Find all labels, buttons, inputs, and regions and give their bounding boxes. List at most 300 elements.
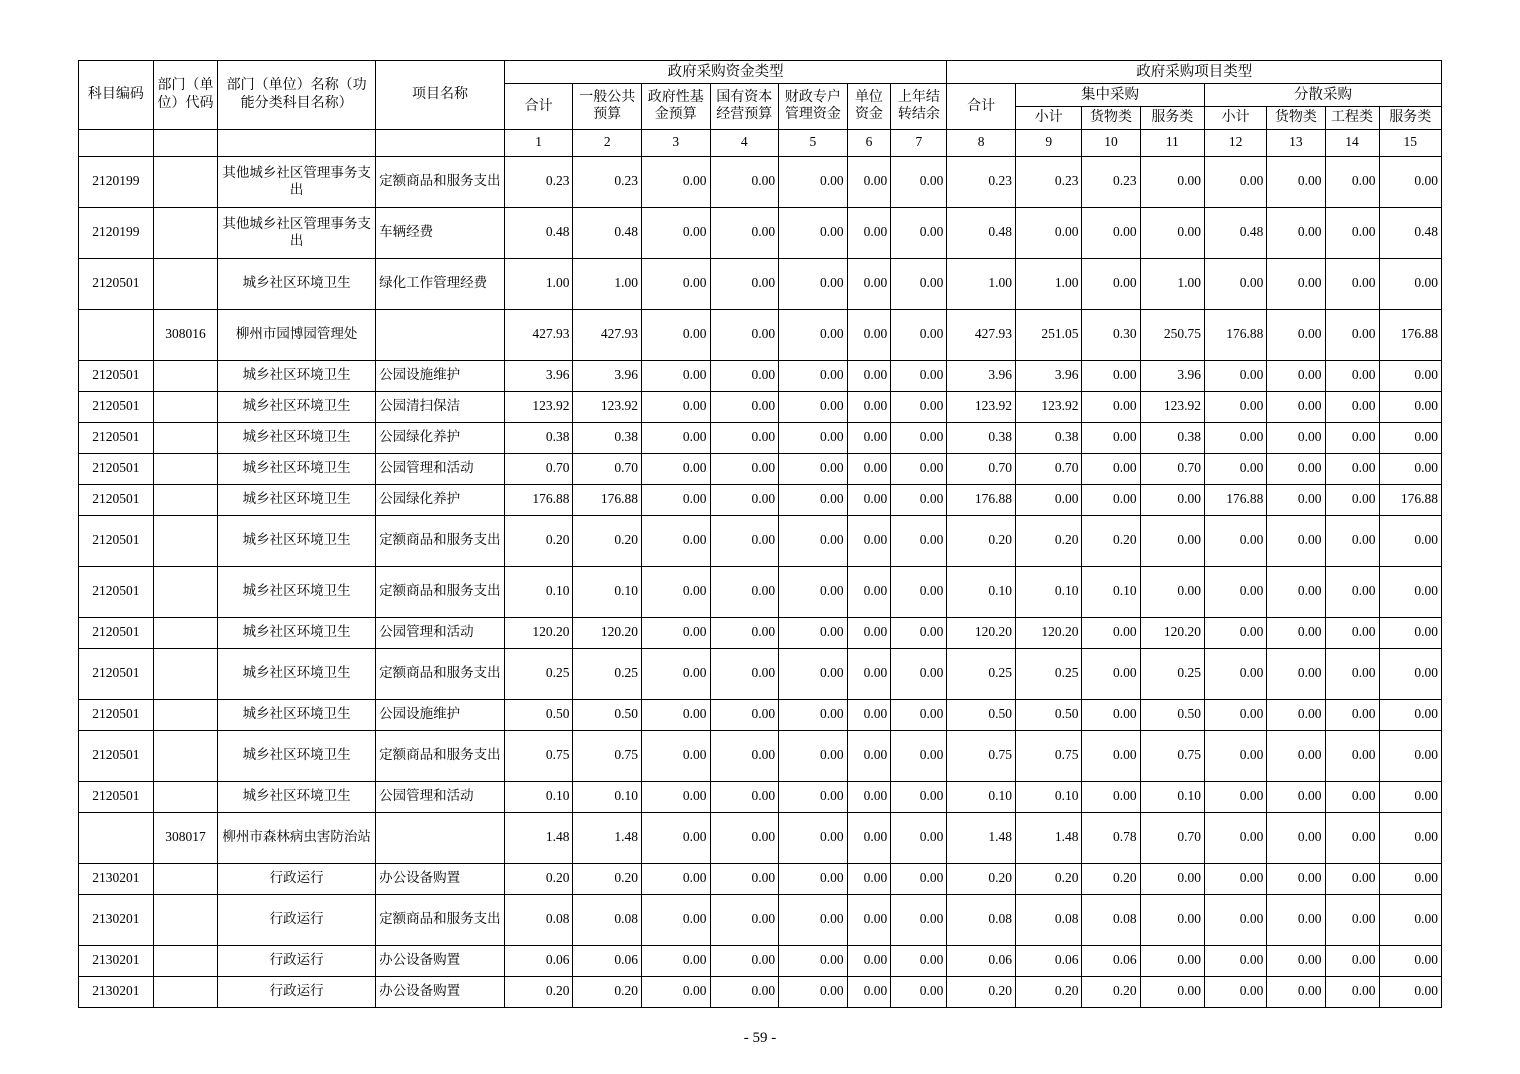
group-header-project-type: 政府采购项目类型 — [947, 61, 1442, 84]
cell-value-5: 0.00 — [779, 894, 848, 945]
cell-value-14: 0.00 — [1325, 156, 1379, 207]
cell-dept-code — [153, 156, 217, 207]
table-row — [79, 863, 1442, 894]
numrow-6: 6 — [847, 129, 891, 156]
cell-value-8: 0.08 — [947, 894, 1016, 945]
cell-value-1: 3.96 — [504, 360, 573, 391]
cell-value-11: 3.96 — [1140, 360, 1204, 391]
cell-subject-code: 2120501 — [79, 422, 154, 453]
header-row-numbers — [79, 129, 1442, 156]
cell-value-13: 0.00 — [1267, 391, 1325, 422]
col-header-carryover: 上年结转结余 — [891, 84, 947, 130]
cell-value-4: 0.00 — [710, 812, 779, 863]
cell-value-2: 0.08 — [573, 894, 642, 945]
cell-subject-code: 2120199 — [79, 207, 154, 258]
col-header-centralized-subtotal: 小计 — [1015, 107, 1081, 130]
cell-value-12: 0.00 — [1205, 894, 1267, 945]
cell-project-name: 办公设备购置 — [376, 863, 505, 894]
cell-project-name: 办公设备购置 — [376, 945, 505, 976]
cell-value-13: 0.00 — [1267, 894, 1325, 945]
cell-dept-name: 柳州市森林病虫害防治站 — [218, 812, 376, 863]
cell-value-2: 176.88 — [573, 484, 642, 515]
cell-value-5: 0.00 — [779, 945, 848, 976]
cell-value-11: 0.00 — [1140, 945, 1204, 976]
cell-project-name: 定额商品和服务支出 — [376, 156, 505, 207]
cell-value-8: 176.88 — [947, 484, 1016, 515]
cell-project-name: 公园绿化养护 — [376, 422, 505, 453]
cell-value-9: 120.20 — [1015, 617, 1081, 648]
cell-value-4: 0.00 — [710, 156, 779, 207]
numrow-12: 12 — [1205, 129, 1267, 156]
cell-value-1: 0.25 — [504, 648, 573, 699]
cell-value-7: 0.00 — [891, 207, 947, 258]
cell-project-name — [376, 812, 505, 863]
cell-value-12: 0.00 — [1205, 812, 1267, 863]
cell-value-11: 0.00 — [1140, 484, 1204, 515]
cell-value-4: 0.00 — [710, 781, 779, 812]
cell-value-2: 0.23 — [573, 156, 642, 207]
cell-dept-code — [153, 730, 217, 781]
cell-value-12: 0.00 — [1205, 453, 1267, 484]
cell-value-10: 0.10 — [1082, 566, 1140, 617]
cell-value-7: 0.00 — [891, 812, 947, 863]
table-header — [79, 61, 1442, 157]
cell-value-2: 427.93 — [573, 309, 642, 360]
cell-value-10: 0.00 — [1082, 781, 1140, 812]
cell-value-12: 0.48 — [1205, 207, 1267, 258]
cell-value-6: 0.00 — [847, 360, 891, 391]
table-row — [79, 156, 1442, 207]
cell-value-10: 0.00 — [1082, 617, 1140, 648]
cell-project-name: 公园绿化养护 — [376, 484, 505, 515]
cell-value-12: 0.00 — [1205, 699, 1267, 730]
cell-value-14: 0.00 — [1325, 617, 1379, 648]
cell-dept-name: 城乡社区环境卫生 — [218, 781, 376, 812]
cell-dept-code — [153, 360, 217, 391]
cell-value-15: 0.00 — [1379, 617, 1441, 648]
numrow-10: 10 — [1082, 129, 1140, 156]
col-header-decentralized-services: 服务类 — [1379, 107, 1441, 130]
cell-value-1: 176.88 — [504, 484, 573, 515]
cell-value-14: 0.00 — [1325, 515, 1379, 566]
cell-subject-code: 2120501 — [79, 360, 154, 391]
cell-value-3: 0.00 — [641, 453, 710, 484]
cell-value-14: 0.00 — [1325, 812, 1379, 863]
cell-value-13: 0.00 — [1267, 360, 1325, 391]
cell-project-name: 公园清扫保洁 — [376, 391, 505, 422]
cell-value-11: 250.75 — [1140, 309, 1204, 360]
cell-value-3: 0.00 — [641, 484, 710, 515]
cell-value-12: 0.00 — [1205, 617, 1267, 648]
cell-value-7: 0.00 — [891, 976, 947, 1007]
cell-value-5: 0.00 — [779, 976, 848, 1007]
cell-value-12: 176.88 — [1205, 484, 1267, 515]
table-row — [79, 945, 1442, 976]
cell-value-14: 0.00 — [1325, 863, 1379, 894]
table-row — [79, 648, 1442, 699]
table-row — [79, 391, 1442, 422]
cell-value-6: 0.00 — [847, 894, 891, 945]
cell-value-15: 176.88 — [1379, 309, 1441, 360]
cell-project-name: 车辆经费 — [376, 207, 505, 258]
cell-value-13: 0.00 — [1267, 863, 1325, 894]
table-row — [79, 976, 1442, 1007]
cell-value-4: 0.00 — [710, 976, 779, 1007]
cell-value-15: 176.88 — [1379, 484, 1441, 515]
cell-value-6: 0.00 — [847, 515, 891, 566]
cell-value-1: 120.20 — [504, 617, 573, 648]
col-header-general-public-budget: 一般公共预算 — [573, 84, 642, 130]
cell-value-10: 0.00 — [1082, 391, 1140, 422]
cell-value-3: 0.00 — [641, 566, 710, 617]
cell-value-13: 0.00 — [1267, 566, 1325, 617]
cell-dept-name: 柳州市园博园管理处 — [218, 309, 376, 360]
cell-project-name: 定额商品和服务支出 — [376, 566, 505, 617]
cell-value-2: 0.25 — [573, 648, 642, 699]
cell-value-8: 0.70 — [947, 453, 1016, 484]
cell-dept-code — [153, 484, 217, 515]
cell-value-11: 123.92 — [1140, 391, 1204, 422]
cell-value-4: 0.00 — [710, 391, 779, 422]
cell-value-10: 0.00 — [1082, 207, 1140, 258]
cell-dept-code — [153, 648, 217, 699]
cell-value-5: 0.00 — [779, 391, 848, 422]
cell-subject-code: 2120501 — [79, 617, 154, 648]
cell-value-5: 0.00 — [779, 863, 848, 894]
cell-value-11: 0.00 — [1140, 976, 1204, 1007]
cell-value-5: 0.00 — [779, 156, 848, 207]
cell-value-15: 0.00 — [1379, 156, 1441, 207]
cell-subject-code — [79, 812, 154, 863]
col-header-decentralized-works: 工程类 — [1325, 107, 1379, 130]
cell-value-5: 0.00 — [779, 566, 848, 617]
cell-value-12: 0.00 — [1205, 515, 1267, 566]
cell-dept-name: 城乡社区环境卫生 — [218, 648, 376, 699]
cell-value-14: 0.00 — [1325, 207, 1379, 258]
cell-value-11: 0.70 — [1140, 812, 1204, 863]
cell-value-1: 1.00 — [504, 258, 573, 309]
cell-value-9: 0.23 — [1015, 156, 1081, 207]
numrow-1: 1 — [504, 129, 573, 156]
numrow-4: 4 — [710, 129, 779, 156]
cell-subject-code: 2120501 — [79, 730, 154, 781]
cell-dept-name: 城乡社区环境卫生 — [218, 515, 376, 566]
cell-value-2: 1.48 — [573, 812, 642, 863]
cell-value-1: 0.20 — [504, 515, 573, 566]
cell-subject-code: 2120501 — [79, 699, 154, 730]
cell-value-14: 0.00 — [1325, 566, 1379, 617]
cell-value-13: 0.00 — [1267, 309, 1325, 360]
cell-value-2: 0.75 — [573, 730, 642, 781]
cell-value-8: 0.06 — [947, 945, 1016, 976]
cell-value-10: 0.20 — [1082, 515, 1140, 566]
cell-value-9: 3.96 — [1015, 360, 1081, 391]
cell-value-8: 0.75 — [947, 730, 1016, 781]
cell-value-15: 0.00 — [1379, 515, 1441, 566]
cell-value-4: 0.00 — [710, 566, 779, 617]
cell-value-7: 0.00 — [891, 258, 947, 309]
cell-value-7: 0.00 — [891, 617, 947, 648]
table-row — [79, 453, 1442, 484]
cell-value-4: 0.00 — [710, 207, 779, 258]
cell-value-11: 1.00 — [1140, 258, 1204, 309]
cell-value-8: 1.48 — [947, 812, 1016, 863]
cell-value-3: 0.00 — [641, 156, 710, 207]
cell-value-3: 0.00 — [641, 945, 710, 976]
cell-value-8: 120.20 — [947, 617, 1016, 648]
cell-project-name: 公园管理和活动 — [376, 453, 505, 484]
cell-value-11: 0.00 — [1140, 156, 1204, 207]
cell-value-14: 0.00 — [1325, 258, 1379, 309]
cell-project-name: 定额商品和服务支出 — [376, 515, 505, 566]
cell-subject-code: 2120501 — [79, 515, 154, 566]
numrow-15: 15 — [1379, 129, 1441, 156]
cell-value-5: 0.00 — [779, 730, 848, 781]
cell-subject-code: 2120501 — [79, 484, 154, 515]
cell-value-11: 0.50 — [1140, 699, 1204, 730]
cell-dept-name: 行政运行 — [218, 894, 376, 945]
cell-value-5: 0.00 — [779, 648, 848, 699]
cell-dept-name: 城乡社区环境卫生 — [218, 422, 376, 453]
cell-value-8: 0.50 — [947, 699, 1016, 730]
cell-subject-code: 2130201 — [79, 894, 154, 945]
cell-value-9: 0.70 — [1015, 453, 1081, 484]
cell-project-name: 办公设备购置 — [376, 976, 505, 1007]
cell-value-1: 0.10 — [504, 566, 573, 617]
cell-value-3: 0.00 — [641, 730, 710, 781]
cell-value-9: 0.08 — [1015, 894, 1081, 945]
cell-value-2: 123.92 — [573, 391, 642, 422]
cell-value-4: 0.00 — [710, 945, 779, 976]
cell-value-7: 0.00 — [891, 730, 947, 781]
cell-dept-code — [153, 617, 217, 648]
cell-value-9: 0.75 — [1015, 730, 1081, 781]
cell-value-13: 0.00 — [1267, 976, 1325, 1007]
cell-value-4: 0.00 — [710, 730, 779, 781]
col-header-special-account-fund: 财政专户管理资金 — [779, 84, 848, 130]
cell-value-6: 0.00 — [847, 812, 891, 863]
table-row — [79, 258, 1442, 309]
cell-value-4: 0.00 — [710, 515, 779, 566]
cell-value-3: 0.00 — [641, 207, 710, 258]
cell-dept-code — [153, 781, 217, 812]
cell-value-12: 0.00 — [1205, 391, 1267, 422]
cell-project-name: 公园管理和活动 — [376, 781, 505, 812]
cell-value-8: 0.20 — [947, 515, 1016, 566]
cell-dept-name: 城乡社区环境卫生 — [218, 730, 376, 781]
cell-value-7: 0.00 — [891, 566, 947, 617]
cell-value-8: 123.92 — [947, 391, 1016, 422]
cell-value-6: 0.00 — [847, 156, 891, 207]
cell-dept-code — [153, 566, 217, 617]
cell-dept-code: 308016 — [153, 309, 217, 360]
cell-value-6: 0.00 — [847, 391, 891, 422]
cell-project-name: 定额商品和服务支出 — [376, 894, 505, 945]
col-header-gov-fund-budget: 政府性基金预算 — [641, 84, 710, 130]
cell-value-1: 427.93 — [504, 309, 573, 360]
cell-project-name: 定额商品和服务支出 — [376, 730, 505, 781]
numrow-blank-2 — [153, 129, 217, 156]
numrow-11: 11 — [1140, 129, 1204, 156]
cell-value-2: 0.20 — [573, 863, 642, 894]
cell-subject-code: 2120501 — [79, 781, 154, 812]
cell-dept-name: 城乡社区环境卫生 — [218, 258, 376, 309]
cell-subject-code: 2130201 — [79, 976, 154, 1007]
cell-value-15: 0.00 — [1379, 863, 1441, 894]
cell-value-3: 0.00 — [641, 781, 710, 812]
cell-value-11: 0.75 — [1140, 730, 1204, 781]
cell-value-9: 0.25 — [1015, 648, 1081, 699]
government-procurement-budget-table — [78, 60, 1442, 1008]
cell-value-15: 0.48 — [1379, 207, 1441, 258]
cell-dept-name: 行政运行 — [218, 945, 376, 976]
cell-value-5: 0.00 — [779, 515, 848, 566]
cell-value-10: 0.00 — [1082, 258, 1140, 309]
cell-value-5: 0.00 — [779, 812, 848, 863]
cell-value-14: 0.00 — [1325, 484, 1379, 515]
cell-value-7: 0.00 — [891, 781, 947, 812]
cell-value-14: 0.00 — [1325, 730, 1379, 781]
cell-subject-code: 2120199 — [79, 156, 154, 207]
cell-value-9: 0.50 — [1015, 699, 1081, 730]
cell-value-5: 0.00 — [779, 422, 848, 453]
cell-value-6: 0.00 — [847, 617, 891, 648]
cell-value-5: 0.00 — [779, 781, 848, 812]
cell-value-11: 0.25 — [1140, 648, 1204, 699]
cell-value-8: 1.00 — [947, 258, 1016, 309]
cell-value-4: 0.00 — [710, 863, 779, 894]
table-row — [79, 309, 1442, 360]
cell-value-13: 0.00 — [1267, 515, 1325, 566]
cell-dept-code — [153, 391, 217, 422]
cell-value-12: 0.00 — [1205, 258, 1267, 309]
cell-value-13: 0.00 — [1267, 258, 1325, 309]
cell-subject-code: 2120501 — [79, 453, 154, 484]
cell-value-15: 0.00 — [1379, 945, 1441, 976]
cell-value-4: 0.00 — [710, 360, 779, 391]
col-header-centralized-services: 服务类 — [1140, 107, 1204, 130]
cell-value-8: 0.23 — [947, 156, 1016, 207]
cell-value-2: 0.20 — [573, 515, 642, 566]
table-row — [79, 812, 1442, 863]
cell-dept-name: 城乡社区环境卫生 — [218, 360, 376, 391]
cell-value-10: 0.23 — [1082, 156, 1140, 207]
cell-value-2: 120.20 — [573, 617, 642, 648]
cell-value-11: 0.70 — [1140, 453, 1204, 484]
cell-value-7: 0.00 — [891, 360, 947, 391]
cell-dept-name: 其他城乡社区管理事务支出 — [218, 207, 376, 258]
numrow-blank-1 — [79, 129, 154, 156]
cell-value-9: 0.20 — [1015, 515, 1081, 566]
cell-value-10: 0.78 — [1082, 812, 1140, 863]
cell-value-13: 0.00 — [1267, 945, 1325, 976]
col-header-subject-code: 科目编码 — [79, 61, 154, 130]
cell-value-3: 0.00 — [641, 309, 710, 360]
table-row — [79, 699, 1442, 730]
table-row — [79, 207, 1442, 258]
cell-value-6: 0.00 — [847, 309, 891, 360]
cell-value-15: 0.00 — [1379, 391, 1441, 422]
cell-value-2: 0.38 — [573, 422, 642, 453]
cell-value-14: 0.00 — [1325, 309, 1379, 360]
cell-project-name: 公园设施维护 — [376, 360, 505, 391]
cell-subject-code: 2120501 — [79, 258, 154, 309]
cell-value-10: 0.08 — [1082, 894, 1140, 945]
cell-dept-name: 城乡社区环境卫生 — [218, 617, 376, 648]
cell-value-10: 0.20 — [1082, 863, 1140, 894]
cell-value-6: 0.00 — [847, 566, 891, 617]
cell-value-6: 0.00 — [847, 863, 891, 894]
cell-value-5: 0.00 — [779, 699, 848, 730]
cell-dept-name: 城乡社区环境卫生 — [218, 453, 376, 484]
cell-value-13: 0.00 — [1267, 422, 1325, 453]
cell-value-9: 0.10 — [1015, 781, 1081, 812]
cell-value-14: 0.00 — [1325, 453, 1379, 484]
numrow-8: 8 — [947, 129, 1016, 156]
numrow-3: 3 — [641, 129, 710, 156]
col-header-dept-name: 部门（单位）名称（功能分类科目名称） — [218, 61, 376, 130]
cell-value-15: 0.00 — [1379, 566, 1441, 617]
table-row — [79, 484, 1442, 515]
cell-subject-code: 2130201 — [79, 945, 154, 976]
cell-value-14: 0.00 — [1325, 781, 1379, 812]
numrow-5: 5 — [779, 129, 848, 156]
table-row — [79, 566, 1442, 617]
cell-value-7: 0.00 — [891, 699, 947, 730]
col-header-fund-total: 合计 — [504, 84, 573, 130]
cell-value-6: 0.00 — [847, 781, 891, 812]
cell-dept-code — [153, 207, 217, 258]
cell-value-10: 0.00 — [1082, 453, 1140, 484]
cell-value-9: 0.00 — [1015, 207, 1081, 258]
cell-dept-code — [153, 894, 217, 945]
cell-value-1: 0.20 — [504, 976, 573, 1007]
cell-value-3: 0.00 — [641, 894, 710, 945]
cell-dept-code — [153, 976, 217, 1007]
cell-value-4: 0.00 — [710, 309, 779, 360]
numrow-2: 2 — [573, 129, 642, 156]
table-row — [79, 781, 1442, 812]
cell-value-7: 0.00 — [891, 894, 947, 945]
cell-value-12: 0.00 — [1205, 945, 1267, 976]
cell-value-2: 0.10 — [573, 781, 642, 812]
cell-value-13: 0.00 — [1267, 730, 1325, 781]
cell-value-4: 0.00 — [710, 617, 779, 648]
cell-value-1: 0.75 — [504, 730, 573, 781]
table-row — [79, 360, 1442, 391]
cell-value-7: 0.00 — [891, 391, 947, 422]
cell-value-5: 0.00 — [779, 617, 848, 648]
numrow-blank-3 — [218, 129, 376, 156]
cell-subject-code: 2120501 — [79, 648, 154, 699]
cell-value-1: 1.48 — [504, 812, 573, 863]
cell-value-12: 0.00 — [1205, 781, 1267, 812]
cell-dept-name: 城乡社区环境卫生 — [218, 699, 376, 730]
cell-value-12: 0.00 — [1205, 360, 1267, 391]
cell-project-name: 定额商品和服务支出 — [376, 648, 505, 699]
cell-value-15: 0.00 — [1379, 360, 1441, 391]
header-row-groups — [79, 61, 1442, 84]
col-header-decentralized-subtotal: 小计 — [1205, 107, 1267, 130]
cell-value-13: 0.00 — [1267, 812, 1325, 863]
table-body — [79, 156, 1442, 1007]
cell-dept-code — [153, 699, 217, 730]
cell-value-9: 0.20 — [1015, 976, 1081, 1007]
cell-value-2: 0.10 — [573, 566, 642, 617]
col-header-state-capital-budget: 国有资本经营预算 — [710, 84, 779, 130]
cell-value-13: 0.00 — [1267, 648, 1325, 699]
cell-value-14: 0.00 — [1325, 391, 1379, 422]
